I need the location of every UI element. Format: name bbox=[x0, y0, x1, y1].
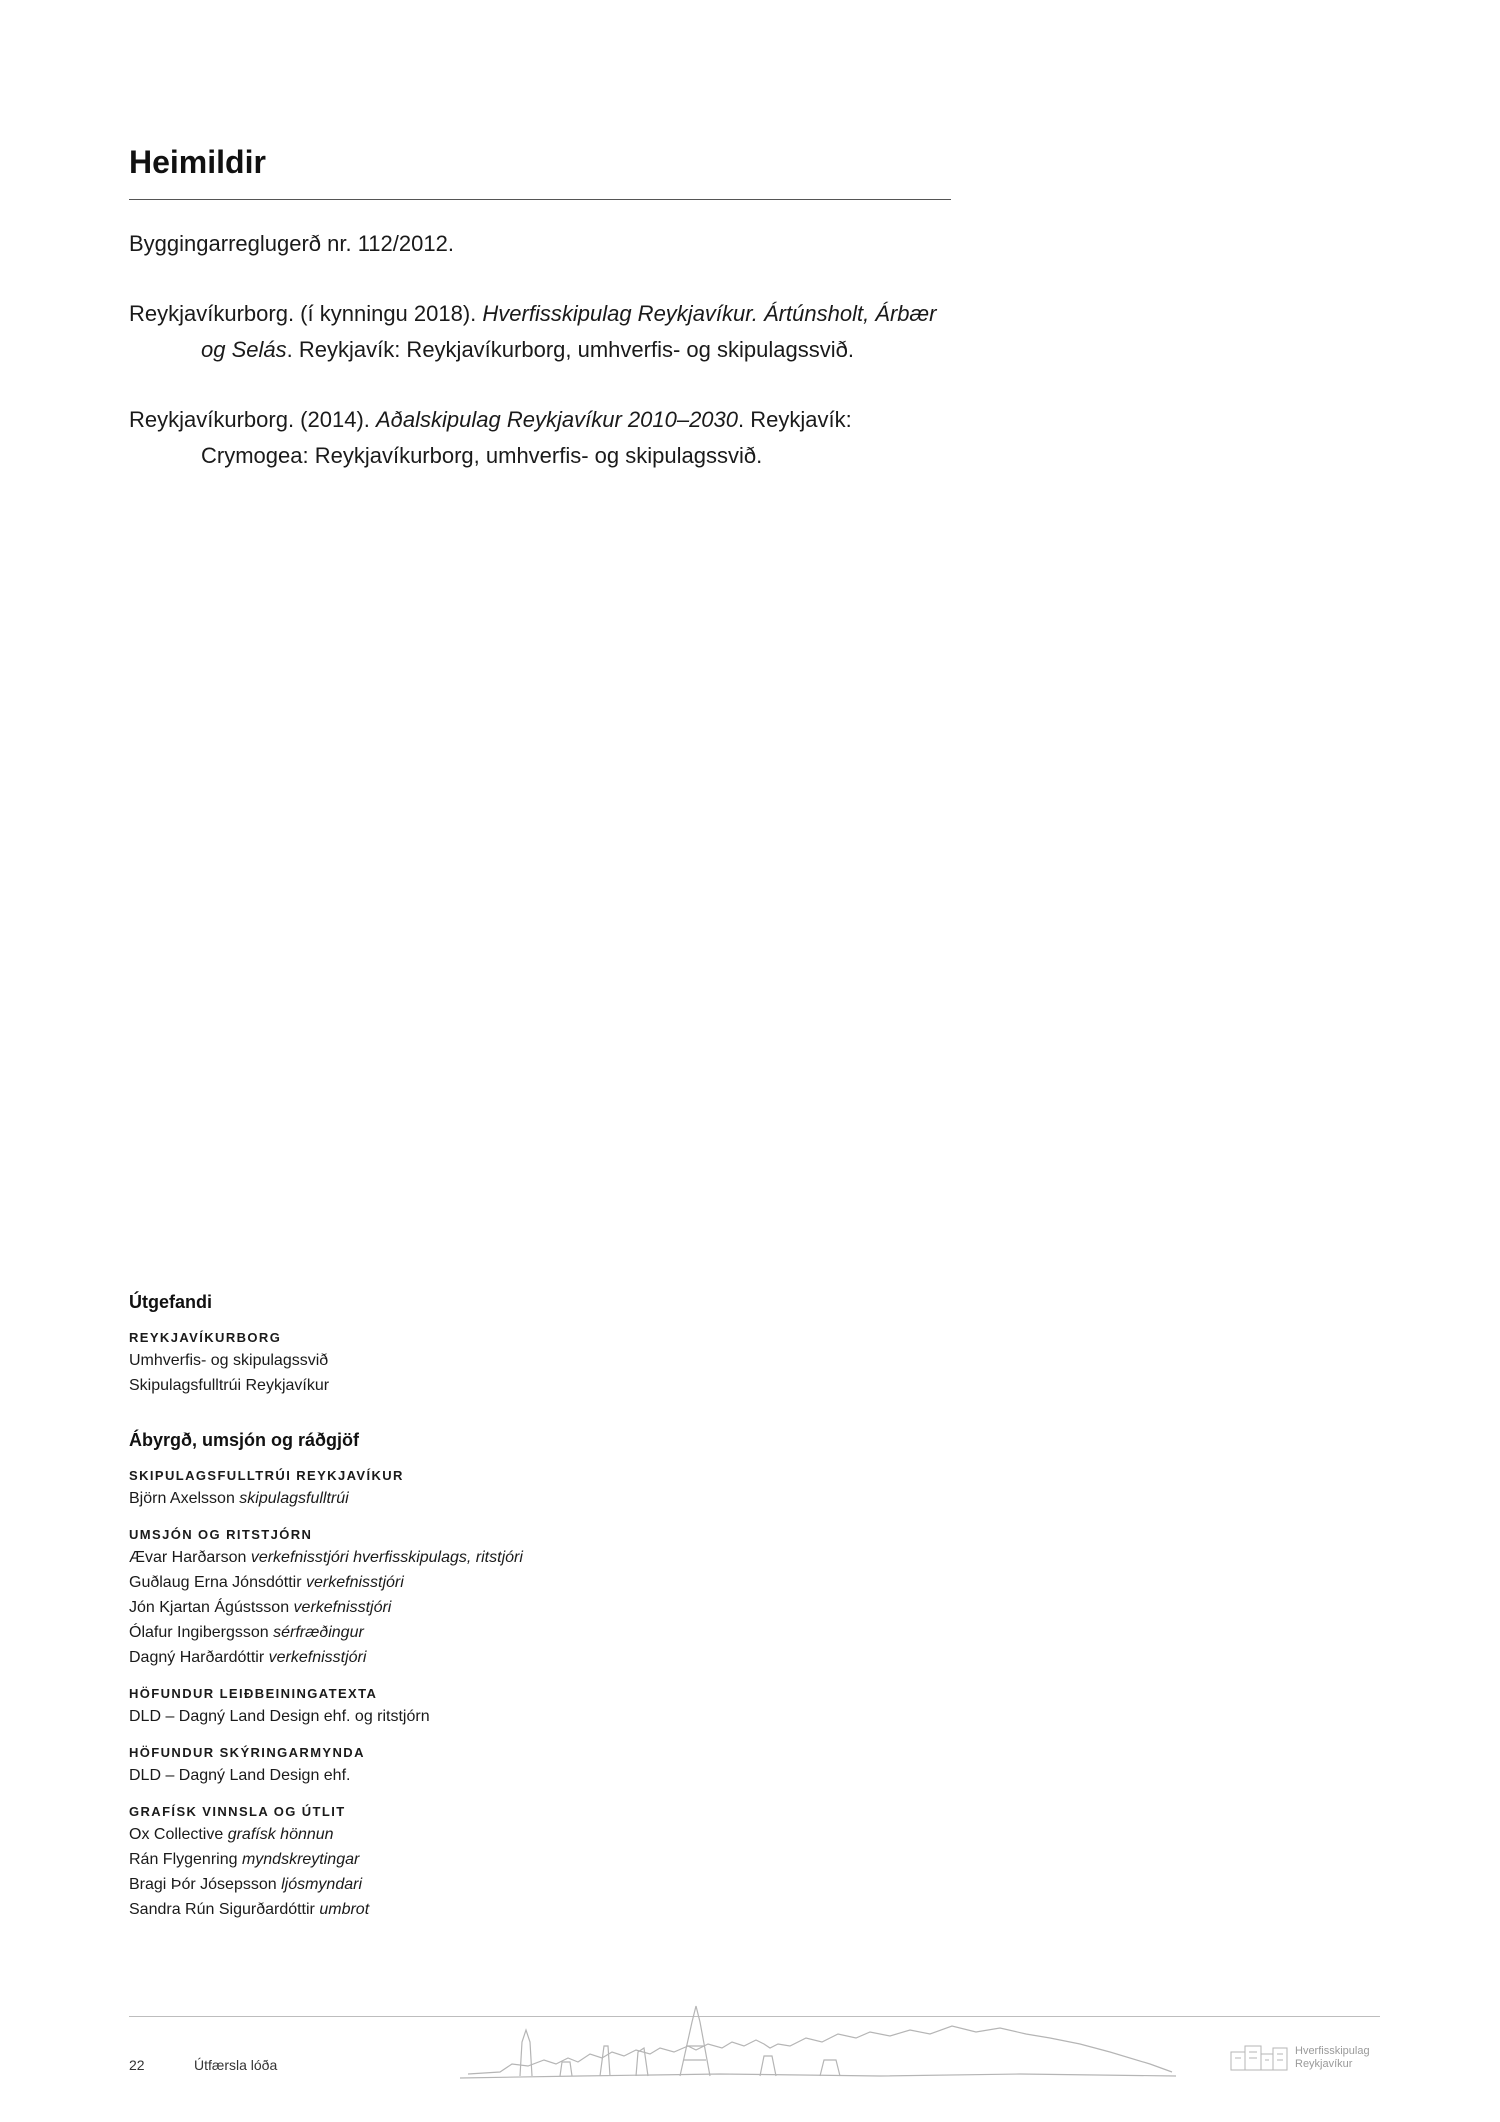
credit-person bbox=[129, 1704, 829, 1729]
credit-person bbox=[129, 1872, 829, 1897]
publisher-org: REYKJAVÍKURBORG bbox=[129, 1330, 282, 1345]
hverfisskipulag-logo-icon bbox=[1227, 2042, 1291, 2076]
credit-person bbox=[129, 1847, 829, 1872]
reference-list bbox=[129, 226, 959, 508]
page-number: 22 bbox=[129, 2057, 145, 2073]
credit-group bbox=[129, 1684, 829, 1729]
person-name: Sandra Rún Sigurðardóttir bbox=[129, 1901, 315, 1918]
footer-logo bbox=[1227, 2040, 1382, 2080]
page-heading: Heimildir bbox=[129, 144, 266, 180]
credit-group-heading: HÖFUNDUR SKÝRINGARMYNDA bbox=[129, 1745, 365, 1760]
reference-title: Aðalskipulag Reykjavíkur 2010–2030 bbox=[376, 407, 739, 432]
credit-person bbox=[129, 1545, 829, 1570]
credit-group bbox=[129, 1525, 829, 1670]
reference-entry bbox=[129, 226, 959, 262]
reference-entry bbox=[129, 402, 959, 474]
publisher-title: Útgefandi bbox=[129, 1292, 212, 1312]
credit-group-heading: GRAFÍSK VINNSLA OG ÚTLIT bbox=[129, 1804, 346, 1819]
person-name: Rán Flygenring bbox=[129, 1851, 238, 1868]
reference-text: . Reykjavík: Reykjavíkurborg, umhverfis- og skipulagssvið. bbox=[286, 337, 854, 362]
reference-text: Byggingarreglugerð nr. 112/2012. bbox=[129, 231, 454, 256]
reference-text: Reykjavíkurborg. (í kynningu 2018). bbox=[129, 301, 483, 326]
person-name: Ox Collective bbox=[129, 1826, 224, 1843]
person-name: Bragi Þór Jósepsson bbox=[129, 1876, 277, 1893]
person-name: Dagný Harðardóttir bbox=[129, 1649, 265, 1666]
reference-title: Hverfisskipulag Reykjavíkur. Ártúnsholt, Árbær og Selás bbox=[201, 301, 937, 362]
credit-group bbox=[129, 1466, 829, 1511]
credit-person bbox=[129, 1595, 829, 1620]
logo-line: Reykjavíkur bbox=[1295, 2058, 1353, 2070]
person-name: DLD – Dagný Land Design ehf. og ritstjórn bbox=[129, 1708, 430, 1725]
credits-section bbox=[129, 1290, 829, 1936]
footer-section-title: Útfærsla lóða bbox=[194, 2057, 278, 2073]
credit-group-heading: UMSJÓN OG RITSTJÓRN bbox=[129, 1527, 313, 1542]
credit-person bbox=[129, 1763, 829, 1788]
person-name: Ólafur Ingibergsson bbox=[129, 1624, 269, 1641]
logo-text bbox=[1295, 2045, 1370, 2071]
person-role: grafísk hönnun bbox=[227, 1826, 334, 1843]
person-role: ljósmyndari bbox=[281, 1876, 363, 1893]
person-name: Björn Axelsson bbox=[129, 1490, 235, 1507]
responsibility-groups bbox=[129, 1466, 829, 1922]
person-role: skipulagsfulltrúi bbox=[239, 1490, 349, 1507]
credit-person bbox=[129, 1486, 829, 1511]
person-name: Ævar Harðarson bbox=[129, 1549, 247, 1566]
credit-person bbox=[129, 1822, 829, 1847]
credit-person bbox=[129, 1897, 829, 1922]
credit-group bbox=[129, 1743, 829, 1788]
person-role: umbrot bbox=[319, 1901, 370, 1918]
person-role: sérfræðingur bbox=[273, 1624, 364, 1641]
person-name: DLD – Dagný Land Design ehf. bbox=[129, 1767, 351, 1784]
heading-divider bbox=[129, 199, 951, 200]
credit-group bbox=[129, 1802, 829, 1922]
credit-group-heading: SKIPULAGSFULLTRÚI REYKJAVÍKUR bbox=[129, 1468, 404, 1483]
reference-text: . Reykjavík: Crymogea: Reykjavíkurborg, umhverfis- og skipulagssvið. bbox=[201, 407, 852, 468]
responsibility-title: Ábyrgð, umsjón og ráðgjöf bbox=[129, 1430, 359, 1450]
publisher-line: Umhverfis- og skipulagssvið bbox=[129, 1352, 329, 1369]
person-role: verkefnisstjóri bbox=[268, 1649, 367, 1666]
credit-person bbox=[129, 1620, 829, 1645]
person-role: verkefnisstjóri hverfisskipulags, ritstjóri bbox=[250, 1549, 523, 1566]
credit-group-heading: HÖFUNDUR LEIÐBEININGATEXTA bbox=[129, 1686, 378, 1701]
person-name: Guðlaug Erna Jónsdóttir bbox=[129, 1574, 302, 1591]
reference-text: Reykjavíkurborg. (2014). bbox=[129, 407, 376, 432]
logo-line: Hverfisskipulag bbox=[1295, 2045, 1370, 2057]
reference-entry bbox=[129, 296, 959, 368]
credit-person bbox=[129, 1570, 829, 1595]
publisher-line: Skipulagsfulltrúi Reykjavíkur bbox=[129, 1377, 330, 1394]
publisher-block bbox=[129, 1328, 829, 1398]
person-name: Jón Kjartan Ágústsson bbox=[129, 1599, 290, 1616]
person-role: verkefnisstjóri bbox=[306, 1574, 404, 1591]
credit-person bbox=[129, 1645, 829, 1670]
reykjavik-skyline-icon bbox=[460, 1986, 1180, 2087]
person-role: myndskreytingar bbox=[241, 1851, 360, 1868]
person-role: verkefnisstjóri bbox=[293, 1599, 392, 1616]
